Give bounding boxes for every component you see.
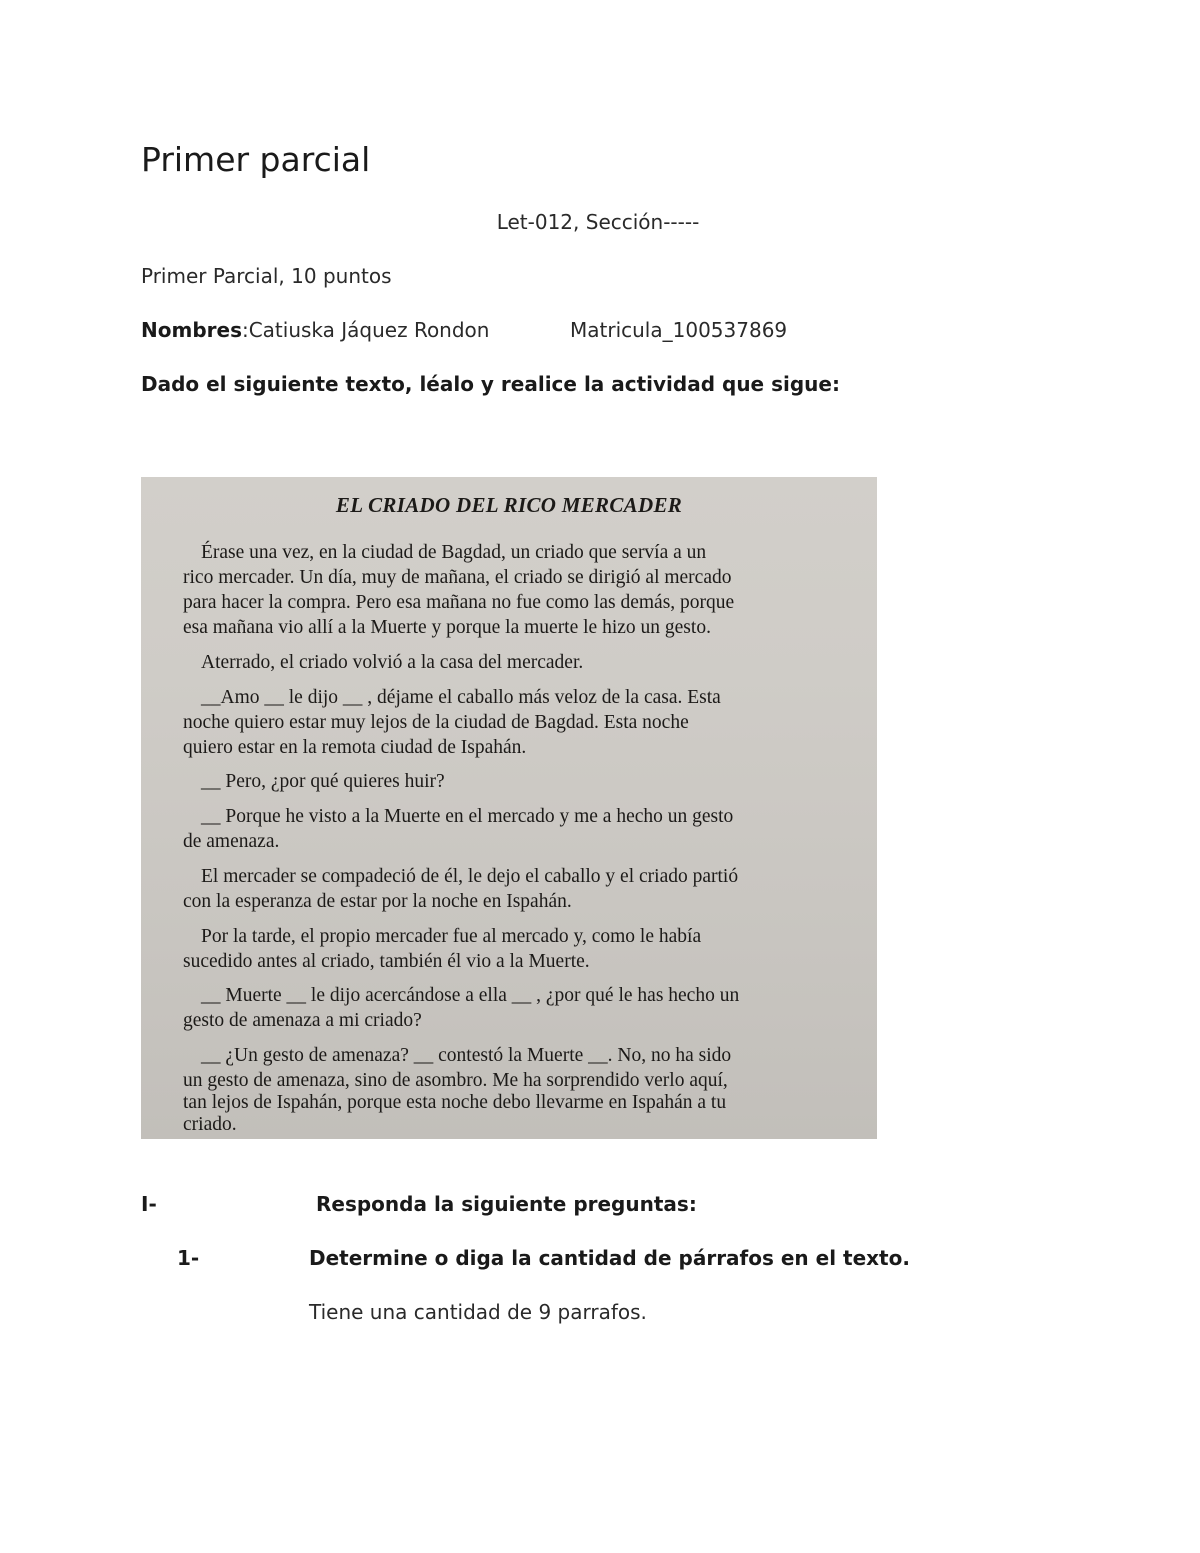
scanned-line: __ ¿Un gesto de amenaza? __ contestó la Muerte __. No, no ha sido bbox=[201, 1045, 732, 1066]
question-text: Determine o diga la cantidad de párrafos en el texto. bbox=[309, 1246, 910, 1270]
scanned-line: para hacer la compra. Pero esa mañana no fue como las demás, porque bbox=[183, 592, 735, 613]
section-number: I- bbox=[141, 1192, 157, 1216]
scanned-line: esa mañana vio allí a la Muerte y porque la muerte le hizo un gesto. bbox=[183, 617, 711, 638]
names-label: Nombres bbox=[141, 318, 242, 342]
scanned-line: de amenaza. bbox=[183, 831, 280, 852]
scanned-line: quiero estar en la remota ciudad de Ispahán. bbox=[183, 737, 527, 758]
scanned-line: criado. bbox=[183, 1114, 237, 1135]
scanned-line: un gesto de amenaza, sino de asombro. Me ha sorprendido verlo aquí, bbox=[183, 1070, 728, 1091]
document-title: Primer parcial bbox=[141, 140, 371, 179]
scanned-line: __ Porque he visto a la Muerte en el mercado y me a hecho un gesto bbox=[201, 806, 734, 827]
scanned-line: Por la tarde, el propio mercader fue al mercado y, como le había bbox=[201, 926, 702, 947]
course-line-text: Let-012, Sección----- bbox=[496, 210, 700, 234]
student-names bbox=[141, 318, 489, 342]
scanned-line: con la esperanza de estar por la noche en Ispahán. bbox=[183, 891, 572, 912]
scanned-line: tan lejos de Ispahán, porque esta noche debo llevarme en Ispahán a tu bbox=[183, 1092, 727, 1113]
question-number: 1- bbox=[177, 1246, 200, 1270]
student-id: Matricula_100537869 bbox=[570, 318, 788, 342]
scanned-line: Érase una vez, en la ciudad de Bagdad, un criado que servía a un bbox=[201, 542, 707, 563]
scanned-line: El mercader se compadeció de él, le dejo el caballo y el criado partió bbox=[201, 866, 739, 887]
scanned-text-image bbox=[141, 477, 877, 1139]
instruction-text: Dado el siguiente texto, léalo y realice la actividad que sigue: bbox=[141, 372, 840, 396]
scanned-line: rico mercader. Un día, muy de mañana, el criado se dirigió al mercado bbox=[183, 567, 732, 588]
exam-subtitle: Primer Parcial, 10 puntos bbox=[141, 264, 392, 288]
answer-text: Tiene una cantidad de 9 parrafos. bbox=[309, 1300, 647, 1324]
scanned-line: gesto de amenaza a mi criado? bbox=[183, 1010, 422, 1031]
section-title: Responda la siguiente preguntas: bbox=[316, 1192, 697, 1216]
scanned-line: noche quiero estar muy lejos de la ciudad de Bagdad. Esta noche bbox=[183, 712, 689, 733]
names-value: :Catiuska Jáquez Rondon bbox=[241, 318, 490, 342]
scanned-line: __Amo __ le dijo __ , déjame el caballo más veloz de la casa. Esta bbox=[201, 687, 721, 708]
scanned-line: sucedido antes al criado, también él vio a la Muerte. bbox=[183, 951, 590, 972]
scanned-line: __ Muerte __ le dijo acercándose a ella __ , ¿por qué le has hecho un bbox=[201, 985, 740, 1006]
scanned-line: Aterrado, el criado volvió a la casa del mercader. bbox=[201, 652, 584, 673]
scanned-line: __ Pero, ¿por qué quieres huir? bbox=[201, 771, 445, 792]
course-line bbox=[0, 210, 1200, 234]
scanned-title: EL CRIADO DEL RICO MERCADER bbox=[335, 493, 683, 517]
